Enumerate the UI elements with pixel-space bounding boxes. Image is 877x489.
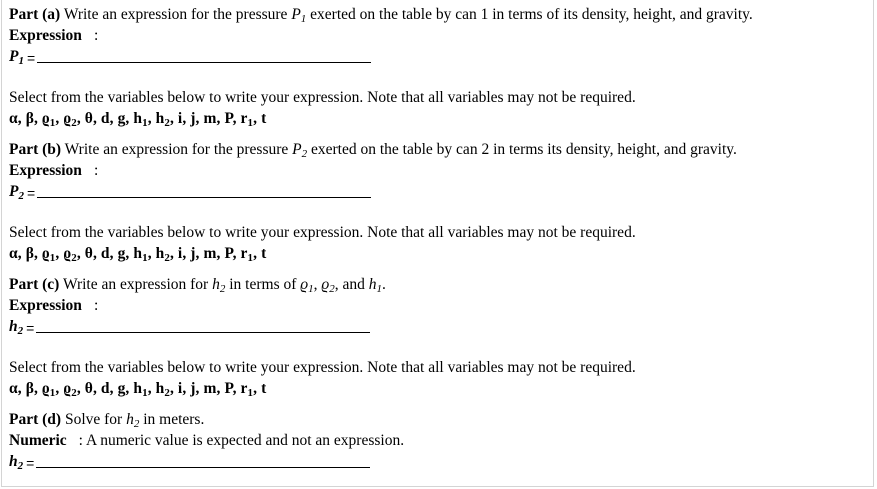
part-a-answer[interactable]: $P_1$ = bbox=[9, 46, 869, 66]
part-c-select-text: Select from the variables below to write your expression. Note that all variables may not be required. bbox=[9, 359, 636, 376]
part-a-kind: Expression : bbox=[9, 27, 99, 44]
part-c-prompt: Part (c) Write an expression for $h_2$ in terms of $ϱ_1$, $ϱ_2$, and $h_1$. bbox=[9, 276, 386, 295]
part-c-kind: Expression : bbox=[9, 297, 99, 314]
part-a-select-text: Select from the variables below to write your expression. Note that all variables may not be required. bbox=[9, 89, 636, 106]
part-c-label: Part (c) bbox=[9, 276, 60, 293]
part-b-kind: Expression : bbox=[9, 162, 99, 179]
part-b-prompt: Part (b) Write an expression for the pressure $P_2$ exerted on the table by can 2 in terms its density, height, and gravity. bbox=[9, 141, 737, 160]
part-d bbox=[9, 409, 869, 471]
part-d-answer[interactable]: $h_2$ = bbox=[9, 451, 869, 471]
part-b-answer-field[interactable] bbox=[37, 197, 371, 198]
part-a-prompt: Part (a) Write an expression for the pressure $P_1$ exerted on the table by can 1 in terms of its density, height, and gravity. bbox=[9, 6, 753, 25]
part-b-select-text: Select from the variables below to write your expression. Note that all variables may not be required. bbox=[9, 224, 636, 241]
part-c bbox=[9, 274, 869, 399]
part-c-answer-field[interactable] bbox=[36, 332, 370, 333]
part-a bbox=[9, 4, 869, 129]
part-b-variables: α, β, $ϱ_1$, $ϱ_2$, θ, d, g, $h_1$, $h_2$, i, j, m, P, $r_1$, t bbox=[9, 245, 267, 264]
part-d-kind: Numeric : A numeric value is expected and not an expression. bbox=[9, 432, 405, 449]
part-d-answer-field[interactable] bbox=[36, 467, 370, 468]
part-a-answer-field[interactable] bbox=[37, 62, 371, 63]
part-d-kind-desc: A numeric value is expected and not an expression. bbox=[86, 432, 405, 449]
part-b-answer[interactable]: $P_2$ = bbox=[9, 181, 869, 201]
part-d-prompt: Part (d) Solve for $h_2$ in meters. bbox=[9, 411, 205, 430]
part-c-variables: α, β, $ϱ_1$, $ϱ_2$, θ, d, g, $h_1$, $h_2$, i, j, m, P, $r_1$, t bbox=[9, 380, 267, 399]
part-c-answer[interactable]: $h_2$ = bbox=[9, 316, 869, 336]
part-a-label: Part (a) bbox=[9, 6, 61, 23]
part-d-label: Part (d) bbox=[9, 411, 62, 428]
part-a-variables: α, β, $ϱ_1$, $ϱ_2$, θ, d, g, $h_1$, $h_2$, i, j, m, P, $r_1$, t bbox=[9, 110, 267, 129]
symbol: P bbox=[291, 6, 301, 23]
part-b-label: Part (b) bbox=[9, 141, 62, 158]
part-b bbox=[9, 139, 869, 264]
